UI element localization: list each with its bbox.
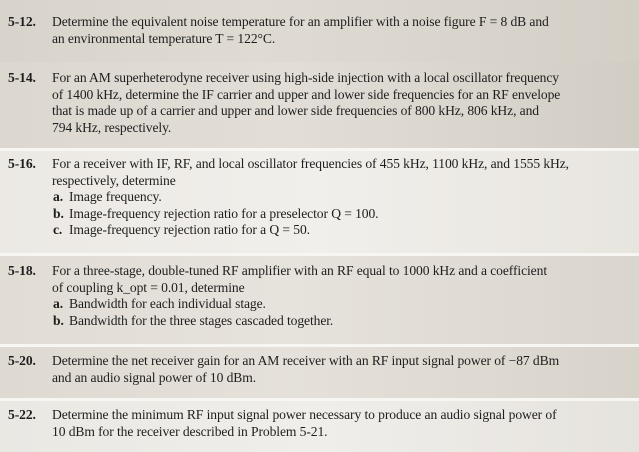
part-letter: b. xyxy=(53,312,64,328)
part-letter: b. xyxy=(53,205,64,221)
problem-text-line: respectively, determine xyxy=(52,172,176,188)
problem-part xyxy=(53,222,629,239)
part-text: Bandwidth for the three stages cascaded together. xyxy=(69,312,334,328)
problem-5-22-block xyxy=(0,401,639,452)
problem-5-20 xyxy=(8,353,629,386)
problem-text-line: and an audio signal power of 10 dBm. xyxy=(52,369,257,385)
problem-text-line: For a three-stage, double-tuned RF amplifier with an RF equal to 1000 kHz and a coefficient xyxy=(52,263,547,278)
part-text: Image-frequency rejection ratio for a preselector Q = 100. xyxy=(69,205,379,221)
problem-text-line: Determine the minimum RF input signal power necessary to produce an audio signal power of xyxy=(52,407,557,422)
problem-5-16 xyxy=(8,156,629,239)
problem-number: 5-12. xyxy=(8,14,36,29)
problem-5-22 xyxy=(8,407,629,440)
problem-part xyxy=(53,296,629,313)
problem-number: 5-22. xyxy=(8,407,36,422)
problem-5-18 xyxy=(8,263,629,329)
problem-5-14-block xyxy=(0,62,639,150)
part-text: Image-frequency rejection ratio for a Q = 50. xyxy=(69,222,310,237)
part-letter: a. xyxy=(53,296,63,311)
problem-text-line: of coupling k_opt = 0.01, determine xyxy=(52,279,245,295)
problem-text-line: For a receiver with IF, RF, and local oscillator frequencies of 455 kHz, 1100 kHz, and 1555 kHz, xyxy=(52,156,569,171)
problem-text-line: 10 dBm for the receiver described in Problem 5-21. xyxy=(52,423,328,439)
problem-text-line: Determine the equivalent noise temperature for an amplifier with a noise figure F = 8 dB and xyxy=(52,14,549,29)
problem-part xyxy=(53,189,629,206)
problem-part xyxy=(53,206,629,223)
problem-5-12 xyxy=(8,14,629,47)
problem-5-20-block xyxy=(0,347,639,398)
problem-part xyxy=(53,313,629,330)
part-text: Image frequency. xyxy=(69,189,162,204)
part-text: Bandwidth for each individual stage. xyxy=(69,296,266,311)
part-letter: c. xyxy=(53,222,63,237)
problem-5-14 xyxy=(8,70,629,136)
problem-number: 5-20. xyxy=(8,353,36,368)
problem-number: 5-14. xyxy=(8,70,36,85)
problem-5-18-block xyxy=(0,256,639,344)
problem-text-line: 794 kHz, respectively. xyxy=(52,119,172,135)
problem-number: 5-16. xyxy=(8,156,36,171)
problem-text-line: an environmental temperature T = 122°C. xyxy=(52,30,276,46)
problem-number: 5-18. xyxy=(8,263,36,278)
problem-5-12-block xyxy=(0,0,639,62)
problem-text-line: that is made up of a carrier and upper and lower side frequencies of 800 kHz, 806 kHz, and xyxy=(52,103,539,118)
part-letter: a. xyxy=(53,189,63,204)
problem-text-line: Determine the net receiver gain for an AM receiver with an RF input signal power of −87 dBm xyxy=(52,353,560,368)
problem-text-line: For an AM superheterodyne receiver using high-side injection with a local oscillator frequency xyxy=(52,70,560,85)
problem-5-16-block xyxy=(0,151,639,253)
problem-text-line: of 1400 kHz, determine the IF carrier and upper and lower side frequencies for an RF envelope xyxy=(52,86,561,102)
